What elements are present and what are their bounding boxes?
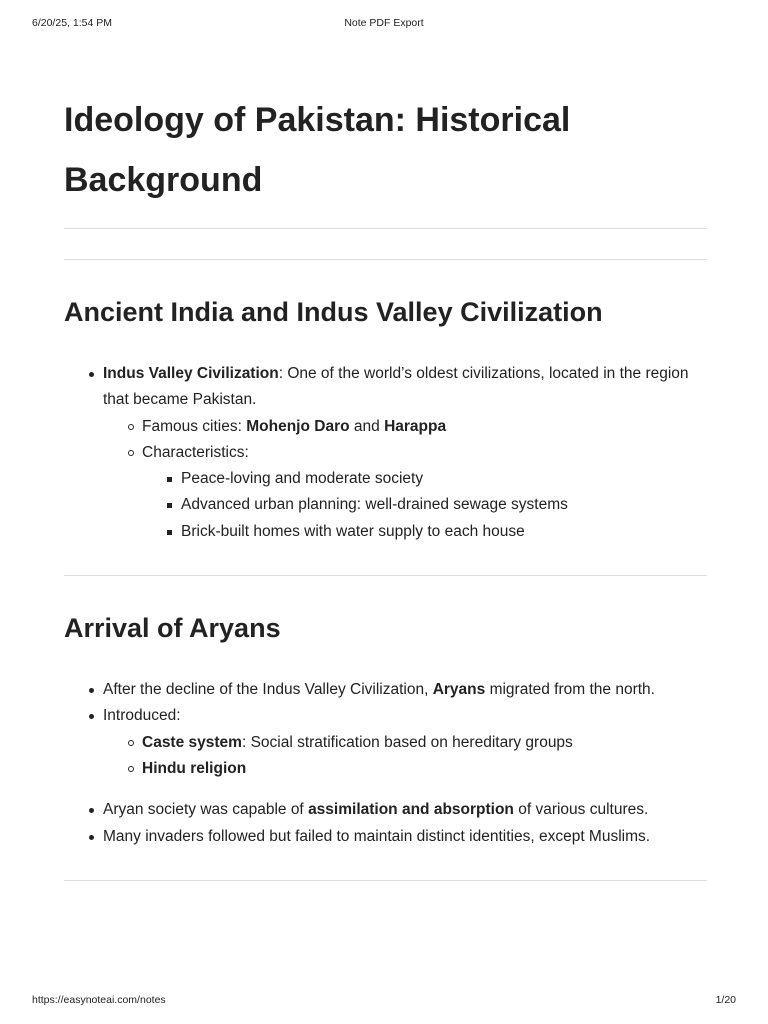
list-item (103, 440, 707, 545)
note-content (64, 90, 707, 881)
item-text: that became Pakistan. (103, 391, 257, 409)
item-text: Aryan society was capable of (103, 801, 309, 819)
bold-term: Aryans (432, 681, 486, 699)
item-text: migrated from the north. (485, 681, 655, 699)
title-line-1: Ideology of Pakistan: Historical (64, 101, 571, 139)
title-line-2: Background (64, 161, 263, 199)
divider (64, 880, 707, 881)
list-item (103, 414, 707, 440)
list-item: Peace-loving and moderate society (142, 466, 707, 492)
list-item: Advanced urban planning: well-drained sewage systems (142, 492, 707, 518)
divider (64, 259, 707, 260)
list-item (103, 756, 707, 782)
item-text: Characteristics: (142, 443, 249, 461)
print-header (32, 17, 736, 31)
item-text: of various cultures. (513, 801, 649, 819)
print-url: https://easynoteai.com/notes (32, 994, 166, 1006)
bold-term: Caste system (142, 733, 242, 751)
item-text: Famous cities: (142, 417, 247, 435)
item-text: and (349, 417, 385, 435)
print-footer (32, 994, 736, 1008)
item-text: : One of the world’s oldest civilizations, located in the region (278, 365, 689, 382)
aryans-list (64, 677, 707, 850)
bold-term: assimilation and absorption (308, 801, 514, 819)
list-item (64, 361, 707, 545)
section-heading-aryans: Arrival of Aryans (64, 613, 281, 644)
list-item (64, 703, 707, 782)
item-text: Introduced: (103, 707, 181, 725)
list-item (64, 797, 707, 823)
sub-list (103, 414, 707, 545)
divider (64, 575, 707, 576)
sub-list (103, 730, 707, 783)
bold-term: Harappa (384, 417, 447, 435)
divider (64, 228, 707, 229)
list-item: Brick-built homes with water supply to each house (142, 519, 707, 545)
page-number: 1/20 (715, 994, 736, 1006)
item-text: : Social stratification based on hereditary groups (241, 733, 573, 751)
section-heading-indus: Ancient India and Indus Valley Civilization (64, 297, 603, 327)
print-date: 6/20/25, 1:54 PM (32, 17, 112, 29)
characteristics-list (142, 466, 707, 545)
item-text: Many invaders followed but failed to maintain distinct identities, except Muslims. (103, 827, 651, 845)
print-doc-title: Note PDF Export (344, 17, 424, 29)
indus-list (64, 361, 707, 545)
list-item (103, 730, 707, 756)
list-item (64, 677, 707, 703)
item-text: After the decline of the Indus Valley Civilization, (103, 681, 433, 699)
bold-term: Hindu religion (142, 759, 247, 777)
page-title (64, 90, 707, 210)
list-item (64, 824, 707, 850)
bold-term: Mohenjo Daro (246, 417, 350, 435)
bold-term: Indus Valley Civilization (103, 365, 279, 382)
